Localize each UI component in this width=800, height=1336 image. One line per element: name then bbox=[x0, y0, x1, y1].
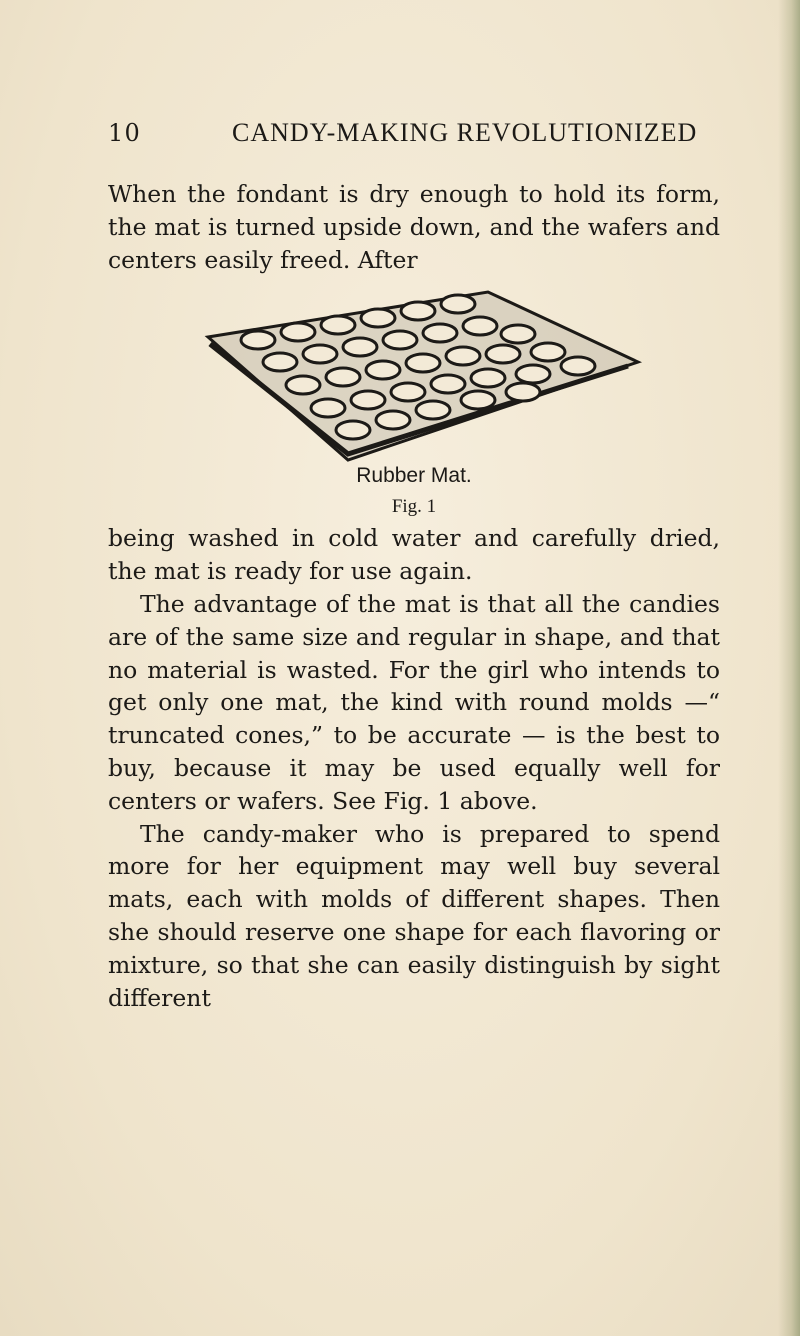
paragraph-3: The advantage of the mat is that all the candies are of the same size and regular in shape, and that no material is wasted. For the girl who intends to get only one mat, the kind with round molds —“ truncated cones,” to be accurate — is the best to buy, because it may be used equally well for centers or wafers. See Fig. 1 above. bbox=[108, 589, 720, 815]
running-head bbox=[108, 118, 720, 154]
rubber-mat-illustration bbox=[188, 282, 648, 462]
paragraph-2: being washed in cold water and carefully dried, the mat is ready for use again. bbox=[108, 524, 720, 586]
paragraph-4: The candy-maker who is prepared to spend more for her equipment may well buy several mats, each with molds of different shapes. Then she should reserve one shape for each flavoring or mixture, so that she can easily distinguish by sight different bbox=[108, 819, 720, 1012]
figure-label: Fig. 1 bbox=[391, 496, 437, 518]
figure-caption: Rubber Mat. bbox=[356, 464, 472, 488]
page-number: 10 bbox=[108, 119, 141, 147]
running-title: CANDY-MAKING REVOLUTIONIZED bbox=[232, 118, 698, 147]
book-page bbox=[108, 118, 720, 1014]
paragraph-1: When the fondant is dry enough to hold its form, the mat is turned upside down, and the wafers and centers easily freed. After bbox=[108, 180, 720, 274]
figure-rubber-mat bbox=[108, 282, 720, 522]
page-edge-shadow bbox=[778, 0, 800, 1336]
